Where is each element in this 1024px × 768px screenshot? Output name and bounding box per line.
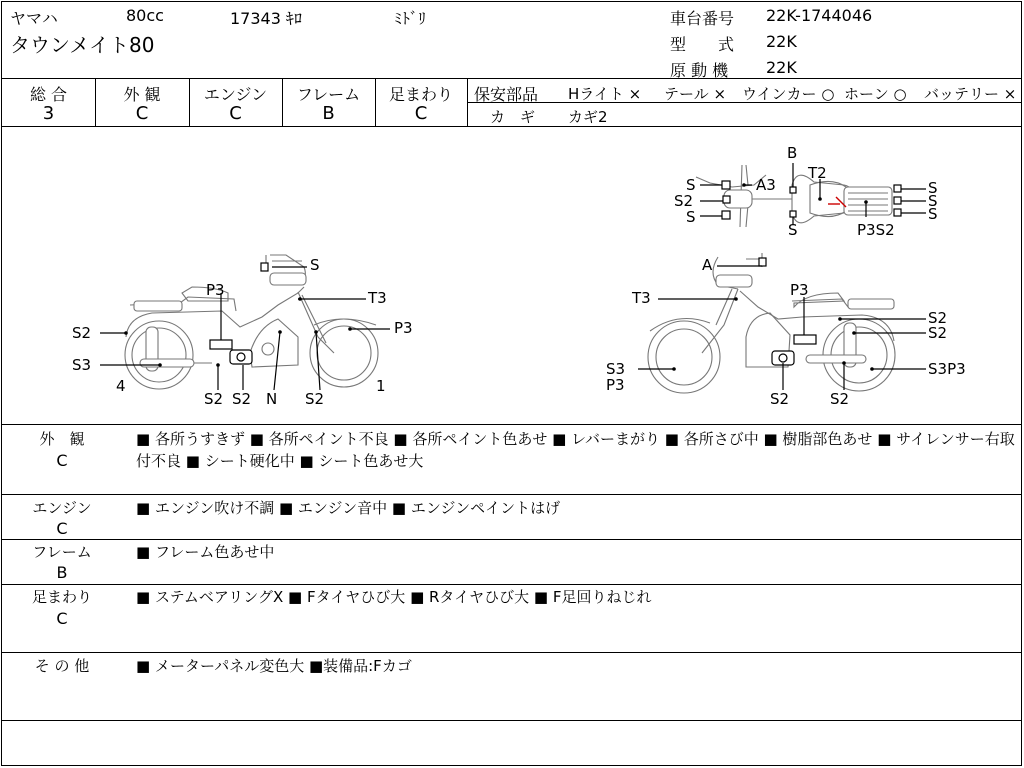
label-right-s2: S2: [928, 309, 948, 327]
label-right-s3: S3: [606, 360, 626, 378]
section-label-other: そ の 他: [34, 657, 90, 675]
grade-value-suspension: C: [414, 103, 428, 124]
section-text-frame: ■ フレーム色あせ中: [136, 543, 275, 561]
type-label: 型 式: [670, 35, 735, 54]
right-side-scooter: [638, 253, 926, 393]
label-left-s: S: [310, 256, 320, 274]
frame-number-label: 車台番号: [670, 9, 735, 28]
key-label: カ ギ: [490, 108, 536, 126]
label-right-s2: S2: [770, 390, 790, 408]
section-text-suspension: ■ ステムベアリングX ■ Fタイヤひび大 ■ Rタイヤひび大 ■ F足回りねじれ: [136, 588, 652, 606]
engine-label: 原 動 機: [670, 61, 729, 80]
safety-item-horn: ホーン ○: [844, 85, 907, 103]
section-text-engine: ■ エンジン吹け不調 ■ エンジン音中 ■ エンジンペイントはげ: [136, 499, 561, 517]
label-right-s3p3: S3P3: [928, 360, 966, 378]
label-top-s: S: [686, 208, 696, 226]
safety-item-battery: バッテリー ×: [924, 85, 1017, 103]
label-right-s2: S2: [928, 324, 948, 342]
grade-label-overall: 総 合: [29, 85, 68, 104]
grade-value-engine: C: [229, 103, 242, 124]
grade-label-frame: フレーム: [296, 85, 361, 104]
label-left-s2: S2: [305, 390, 325, 408]
label-left-4: 4: [116, 377, 126, 395]
label-top-s: S: [928, 192, 938, 210]
label-left-s2: S2: [232, 390, 252, 408]
mileage: 17343 ｷﾛ: [230, 9, 302, 28]
divider: [2, 539, 1021, 540]
section-text-exterior: ■ 各所うすきず ■ 各所ペイント不良 ■ 各所ペイント色あせ ■ レバーまがり ■ 各所さび中 ■ 樹脂部色あせ ■ サイレンサー右取付不良 ■ シート硬化中 ■ シート色あせ大: [136, 430, 1015, 470]
label-right-t3: T3: [632, 289, 651, 307]
grade-value-exterior: C: [135, 103, 149, 124]
grade-label-suspension: 足まわり: [388, 85, 453, 104]
section-text-other: ■ メーターパネル変色大 ■装備品:Fカゴ: [136, 657, 412, 675]
label-left-p3: P3: [206, 281, 225, 299]
damage-diagram: [2, 127, 1022, 424]
label-top-t2: T2: [808, 164, 827, 182]
label-top-s: S: [928, 205, 938, 223]
divider: [2, 494, 1021, 495]
label-left-s2: S2: [72, 324, 92, 342]
safety-item-tail: テール ×: [664, 85, 727, 103]
section-grade-exterior: C: [56, 451, 68, 470]
divider: [2, 78, 1021, 79]
label-left-s3: S3: [72, 356, 92, 374]
label-top-s: S: [788, 221, 798, 239]
displacement: 80cc: [126, 6, 164, 25]
label-left-p3: P3: [394, 319, 413, 337]
label-right-p3: P3: [790, 281, 809, 299]
left-side-scooter: [100, 255, 390, 390]
grade-value-frame: B: [322, 103, 335, 124]
label-right-s2: S2: [830, 390, 850, 408]
label-top-s2: S2: [674, 192, 694, 210]
label-left-s2: S2: [204, 390, 224, 408]
label-right-a: A: [702, 256, 713, 274]
divider: [2, 652, 1021, 653]
label-top-a3: A3: [756, 176, 776, 194]
label-right-p3: P3: [606, 376, 625, 394]
divider: [2, 720, 1021, 721]
grade-value-overall: 3: [42, 103, 55, 124]
label-top-s: S: [686, 176, 696, 194]
safety-label: 保安部品: [474, 85, 539, 104]
section-label-frame: フレーム: [32, 543, 92, 561]
safety-item-winker: ウインカー ○: [742, 85, 835, 103]
grade-label-engine: エンジン: [203, 85, 268, 104]
inspection-sheet: [1, 1, 1022, 766]
body-color: ﾐﾄﾞﾘ: [394, 9, 427, 28]
label-top-s: S: [928, 179, 938, 197]
label-left-t3: T3: [368, 289, 387, 307]
section-grade-suspension: C: [56, 609, 68, 628]
engine-value: 22K: [766, 58, 797, 77]
label-left-1: 1: [376, 377, 386, 395]
section-grade-engine: C: [56, 519, 68, 538]
divider: [2, 584, 1021, 585]
label-left-n: N: [266, 390, 278, 408]
divider: [2, 424, 1021, 425]
maker: ヤマハ: [10, 9, 58, 28]
grade-label-exterior: 外 観: [123, 85, 161, 104]
safety-item-headlight: Hライト ×: [568, 85, 642, 103]
label-top-b: B: [787, 144, 798, 162]
type-value: 22K: [766, 32, 797, 51]
section-label-suspension: 足まわり: [31, 588, 92, 606]
key-value: カギ2: [568, 108, 608, 126]
section-label-exterior: 外 観: [39, 430, 85, 448]
frame-number: 22K-1744046: [766, 6, 873, 25]
section-grade-frame: B: [56, 563, 68, 582]
section-label-engine: エンジン: [32, 499, 92, 517]
label-top-p3s2: P3S2: [857, 221, 895, 239]
model-name: タウンメイト80: [10, 33, 155, 57]
